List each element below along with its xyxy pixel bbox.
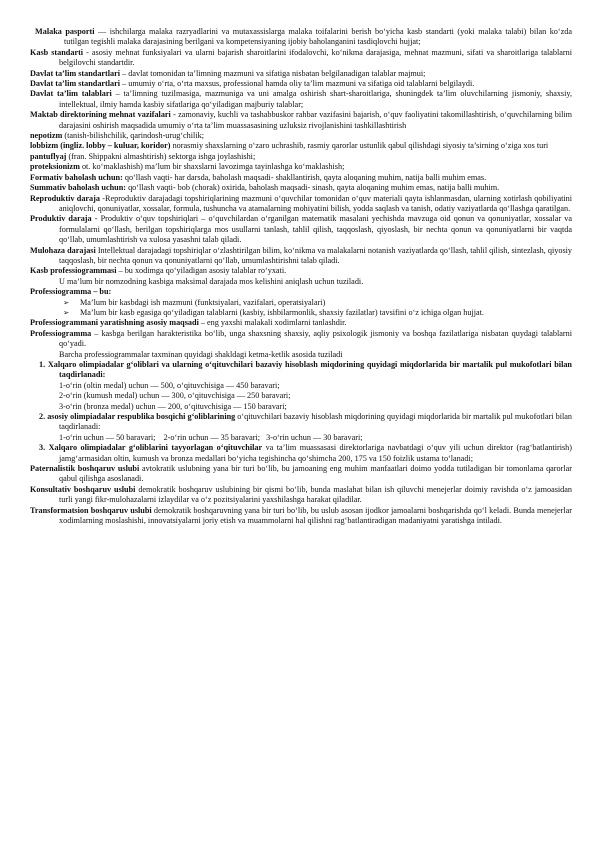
entry-maktab-direktori: Maktab direktorining mehnat vazifalari - zamonaviy, kuchli va tashabbuskor rahbar vazifasini bajarish, o‘quv faoliyatini takomillashtirish, o‘quvchilarning bilim darajasini oshirish maqsadida umumiy o‘rta ta’lim muassasasining uzluksiz rivojlanishini tashkillashtirish bbox=[30, 110, 573, 130]
entry-transformatsion-uslub: Transformatsion boshqaruv uslubi demokratik boshqaruvning yana bir turi bo‘lib, bu uslub asosan ijodkor jamoalarni boshqarishda qo‘l keladi. Bunda menejerlar xodimlarning moslashishi, innovatsiyalarni joriy etish va muammolarni hal qilishni rag‘batlantiradigan madaniyatni yaratishga intiladi. bbox=[30, 505, 572, 526]
kasb-professiogrammasi-note: U ma’lum bir nomzodning kasbiga maksimal darajada mos kelishini aniqlash uchun tuziladi. bbox=[59, 276, 364, 286]
entry-lobbizm: lobbizm (ingliz. lobby – kuluar, koridor) norasmiy shaxslarning o‘zaro uchrashib, rasmiy qarorlar ustunlik qabul qilishdagi siyosiy ta’sirning o‘ziga xos turi bbox=[30, 141, 549, 151]
professiogramma-heading: Professiogramma – bu: bbox=[30, 287, 112, 297]
professiogramma-note: Barcha professiogrammalar taxminan quyidagi shakldagi ketma-ketlik asosida tuziladi bbox=[59, 349, 343, 359]
olympiad-1-line-2: 2-o‘rin (kumush medal) uchun — 300, o‘qituvchisiga — 250 baravari; bbox=[59, 391, 291, 401]
entry-proteksionizm: proteksionizm ot. ko‘maklashish) ma’lum bir shaxslarni lavozimga tayinlashga ko‘maklashish; bbox=[30, 162, 345, 172]
entry-kasb-professiogrammasi: Kasb professiogrammasi – bu xodimga qo‘yiladigan asosiy talablar ro‘yxati. bbox=[30, 266, 287, 276]
entry-pantuflyaj: pantuflyaj (fran. Shippakni almashtirish) sektorga ishga joylashishi; bbox=[30, 151, 256, 161]
entry-summativ-baholash: Summativ baholash uchun: qo‘llash vaqti- bob (chorak) oxirida, baholash maqsadi- sinash, qayta aloqaning muhim emas, natija balli muhim. bbox=[30, 183, 500, 193]
olympiad-item-1: 1. Xalqaro olimpiadalar g‘oliblari va ularning o‘qituvchilari bazaviy hisoblash miqdorining quyidagi miqdorlarida bir martalik pul mukofotlari bilan taqdirlanadi: bbox=[39, 360, 572, 380]
olympiad-item-2: 2. asosiy olimpiadalar respublika bosqichi g‘oliblarining o‘qituvchilari bazaviy hisoblash miqdorining quyidagi miqdorlarida bir martalik pul mukofotlari bilan taqdirlanadi: bbox=[39, 412, 573, 432]
entry-davlat-talim-standartlari-2: Davlat ta’lim standartlari – umumiy o‘rta, o‘rta maxsus, professional hamda oliy ta’lim mazmuni va sifatiga oid talablarni belgilaydi. bbox=[30, 79, 475, 89]
entry-paternalistik-uslub: Paternalistik boshqaruv uslubi avtokratik uslubning yana bir turi bo‘lib, bu jamoaning eng muhim manfaatlari doimo yodda tutiladigan bir tomonlama qarorlar qabul qilishga asoslanadi. bbox=[30, 464, 572, 484]
professiogramma-bullet-1: ➢ Ma’lum bir kasbdagi ish mazmuni (funktsiyalari, vazifalari, operatsiyalari) bbox=[63, 297, 326, 307]
arrow-bullet-icon: ➢ bbox=[63, 297, 70, 307]
entry-nepotizm: nepotizm (tanish-bilishchilik, qarindosh-urug‘chilik; bbox=[30, 131, 204, 141]
entry-formativ-baholash: Formativ baholash uchun: qo‘llash vaqti- har darsda, baholash maqsadi- shakllantirish, qayta aloqaning muhim, natija balli muhim emas. bbox=[30, 172, 487, 182]
olympiad-item-3: 3. Xalqaro olimpiadalar g‘oliblarini tayyorlagan o‘qituvchilar va ta’lim muassasasi direktorlariga navbatdagi o‘quv yili uchun direktor (rag‘batlantirish) jamg‘armasidan oltin, kumush va bronza medallari bo‘yicha tegishincha qo‘shimcha 200, 175 va 150 foizlik ustama to‘lanadi; bbox=[39, 443, 572, 463]
entry-professiogramma-definition: Professiogramma – kasbga berilgan harakteristika bo‘lib, unga shaxsning shaxsiy, aqliy psixologik jismoniy va boshqa fazilatlariga nisbatan quydagi talablarni qo‘yadi. bbox=[30, 328, 572, 349]
professiogramma-bullet-2: ➢ Ma’lum bir kasb egasiga qo‘yiladigan talablarni (kasbiy, ishbilarmonlik, shaxsiy fazilatlar) tavsifini o‘z ichiga olgan hujjat. bbox=[63, 307, 484, 317]
entry-malaka-pasporti: Malaka pasporti — ishchilarga malaka razryadlarini va mutaxassislarga malaka toifalarini berish bo‘yicha kasb standarti (yoki malaka talabi) bilan ko‘zda tutilgan tegishli malaka darajasining berilgani va kompetensiyaning ijobiy baholanganini tasdiqlovchi hujjat; bbox=[35, 27, 572, 47]
entry-produktiv-daraja: Produktiv daraja - Produktiv o‘quv topshiriqlari – o‘quvchilardan o‘rganilgan matematik masalani yechishda mavzuga oid qonun va qonuniyatlar, xossalar va formulalarni qo‘llash, berilgan topshiriqlarga mos usullarni tanlash, tahlil qilish, taqqoslash, qiyoslash, bir nechta qonun va qonuniyatlarni bir vaqtda qo‘llab, umumlashtirish va xulosa yasashni talab qiladi. bbox=[30, 214, 572, 245]
entry-mulohaza-darajasi: Mulohaza darajasi Intellektual darajadagi topshiriqlar o‘zlashtirilgan bilim, ko‘nikma va malakalarni notanish vaziyatlarda qo‘llash, tahlil qilish, sintezlash, qiyosiy taqqoslash, bir nechta qonun va qonuniyatlarni qo‘llab, umumlashtirishni talab qiladi. bbox=[30, 245, 573, 265]
olympiad-1-line-3: 3-o‘rin (bronza medal) uchun — 200, o‘qituvchisiga — 150 baravari; bbox=[59, 401, 287, 411]
olympiad-2-line-1: 1-o‘rin uchun — 50 baravari; 2-o‘rin uchun — 35 baravari; 3-o‘rin uchun — 30 baravari; bbox=[59, 432, 363, 442]
olympiad-1-line-1: 1-o‘rin (oltin medal) uchun — 500, o‘qituvchisiga — 450 baravari; bbox=[59, 380, 280, 390]
entry-kasb-standarti: Kasb standarti - asosiy mehnat funksiyalari va ularni bajarish sharoitlarini ifodalovchi, ko‘nikma darajasiga, mehnat mazmuni, sifati va sharoitlariga talablarni belgilovchi standartdir. bbox=[30, 47, 573, 68]
arrow-bullet-icon: ➢ bbox=[63, 307, 70, 317]
entry-konsultativ-uslub: Konsultativ boshqaruv uslubi demokratik boshqaruv uslubining bir qismi bo‘lib, bunda maslahat bilan ish qiluvchi menejerlar doimiy ravishda o‘z jamoasidan turli yangi fikr-mulohazalarni izlaydilar va o‘z pozitsiyalarini yaxshilashga harakat qiladilar. bbox=[30, 484, 572, 505]
entry-davlat-talim-talablari: Davlat ta’lim talablari – ta’limning tuzilmasiga, mazmuniga va uni amalga oshirish shart-sharoitlariga, shuningdek ta’lim oluvchilarning jismoniy, shaxsiy, intellektual, ilmiy hamda kasbiy sifatlariga qo‘yiladigan majburiy talablar; bbox=[30, 89, 572, 109]
entry-reproduktiv-daraja: Reproduktiv daraja -Reproduktiv darajadagi topshiriqlarining mazmuni o‘quvchilar tomonidan o‘quv materiali qayta ishlanmasdan, ularning xotirlash qobiliyatini aniqlovchi, qonuniyatlar, xossalar, formula, tushuncha va atamalarning mohiyatini bilish, yodda saqlash va tanish, odatiy vaziyatlarda qo‘llashga qaratilgan. bbox=[30, 193, 572, 213]
entry-professiogramma-maqsadi: Professiogrammani yaratishning asosiy maqsadi – eng yaxshi malakali xodimlarni tanlashdir. bbox=[30, 318, 347, 328]
entry-davlat-talim-standartlari-1: Davlat ta’lim standartlari – davlat tomonidan ta’limning mazmuni va sifatiga nisbatan belgilanadigan talablar majmui; bbox=[30, 68, 426, 78]
